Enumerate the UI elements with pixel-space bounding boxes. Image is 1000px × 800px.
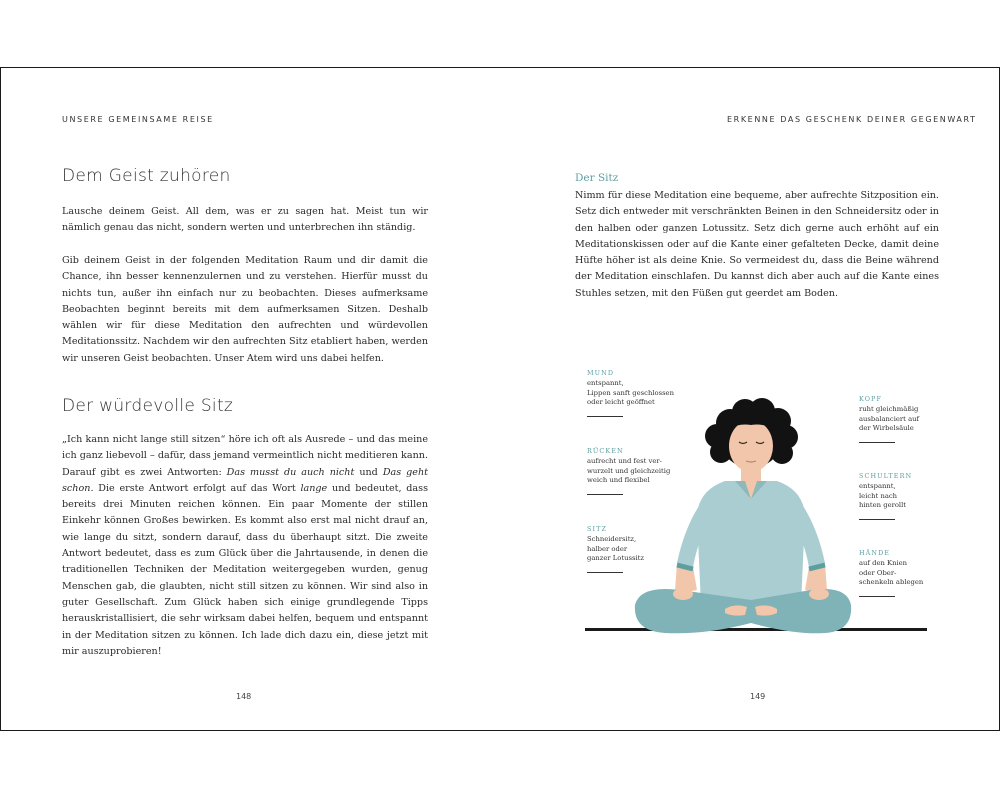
label-sitz	[587, 525, 644, 573]
label-rule	[859, 596, 895, 597]
label-ruecken-text: aufrecht und fest ver- wurzelt und gleichzeitig weich und flexibel	[587, 457, 671, 485]
paragraph-3-part: und	[354, 466, 383, 478]
page-number-left: 148	[236, 692, 252, 701]
label-rule	[587, 494, 623, 495]
page-number-right: 149	[750, 692, 766, 701]
running-head-right: ERKENNE DAS GESCHENK DEINER GEGENWART	[727, 115, 977, 124]
paragraph-3-italic: Das geht schon	[62, 466, 428, 494]
paragraph-2: Gib deinem Geist in der folgenden Meditation Raum und dir damit die Chance, ihn besser kennenzulernen und zu verstehen. Hierfür musst du nichts tun, außer ihn einfach nur zu beobachten. Dieses aufmerksame Beobachten beginnt bereits mit dem aufmerksamen Sitzen. Deshalb wählen wir für diese Meditation den aufrechten und würdevollen Meditationssitz. Nachdem wir den aufrechten Sitz etabliert haben, werden wir unseren Geist beobachten. Unser Atem wird uns dabei helfen.	[62, 255, 428, 364]
paragraph-3-italic: lange	[300, 482, 328, 494]
label-mund-text: entspannt, Lippen sanft geschlossen oder leicht geöffnet	[587, 379, 674, 407]
label-ruecken-title: RÜCKEN	[587, 447, 624, 455]
label-rule	[859, 442, 895, 443]
label-kopf-text: ruht gleichmäßig ausbalanciert auf der Wirbelsäule	[859, 405, 920, 433]
label-haende-text: auf den Knien oder Ober- schenkeln ablegen	[859, 559, 924, 587]
label-sitz-text: Schneidersitz, halber oder ganzer Lotussitz	[587, 535, 644, 563]
paragraph-3-part: „Ich kann nicht lange still sitzen“ höre ich oft als Ausrede – und das meine ich ganz liebevoll – dafür, dass jemand vermeintlich nicht meditieren kann. Darauf gibt es zwei Antworten:	[62, 434, 428, 478]
floor-line	[585, 628, 927, 631]
shirt-torso	[697, 481, 805, 605]
paragraph-3-part: und bedeutet, dass bereits drei Minuten reichen können. Ein paar Momente der stillen Einkehr können Großes bewirken. Es kommt also erst mal nicht drauf an, wie lange du sitzt, sondern darauf, dass du überhaupt sitzt. Die zweite Antwort bedeutet, dass es zum Glück über die Jahrtausende, in denen die traditionellen Techniken der Meditation weitergegeben wurden, genug Menschen gab, die glaubten, nicht still sitzen zu können. Wir sind also in guter Gesellschaft. Zum Glück haben sich einige grundlegende Tipps herauskristallisiert, die sehr wirksam dabei helfen, bequem und entspannt in der Meditation sitzen zu können. Ich lade dich dazu ein, diese jetzt mit mir auszuprobieren!	[62, 482, 428, 657]
label-haende-title: HÄNDE	[859, 549, 891, 557]
heading-der-wuerdevolle-sitz: Der würdevolle Sitz	[62, 396, 234, 416]
label-kopf	[859, 395, 919, 443]
label-sitz-title: SITZ	[587, 525, 608, 533]
label-rule	[587, 572, 623, 573]
label-rule	[587, 416, 623, 417]
paragraph-3-part: . Die erste Antwort erfolgt auf das Wort	[90, 482, 301, 494]
paragraph-der-sitz: Nimm für diese Meditation eine bequeme, aber aufrechte Sitzposition ein. Setz dich entweder mit verschränkten Beinen in den Schneidersitz oder in den halben oder ganzen Lotussitz. Setz dich gerne auch erhöht auf ein Meditationskissen oder auf die Kante einer gefalteten Decke, damit deine Hüfte höher ist als deine Knie. So vermeidest du, dass die Beine während der Meditation einschlafen. Du kannst dich aber auch auf die Kante eines Stuhles setzen, mit den Füßen gut geerdet am Boden.	[575, 190, 939, 299]
heading-dem-geist-zuhoeren: Dem Geist zuhören	[62, 166, 231, 186]
paragraph-3-italic: Das musst du auch nicht	[226, 466, 355, 478]
label-haende	[859, 549, 923, 597]
subheading-der-sitz: Der Sitz	[575, 172, 619, 184]
hand-left	[673, 588, 693, 600]
label-mund	[587, 369, 674, 417]
hand-right	[809, 588, 829, 600]
face-shape	[729, 420, 773, 472]
label-kopf-title: KOPF	[859, 395, 882, 403]
paragraph-3	[62, 432, 428, 660]
running-head-left: UNSERE GEMEINSAME REISE	[62, 115, 214, 124]
label-schultern-text: entspannt, leicht nach hinten gerollt	[859, 482, 907, 510]
label-ruecken	[587, 447, 670, 495]
paragraph-1: Lausche deinem Geist. All dem, was er zu sagen hat. Meist tun wir nämlich genau das nicht, sondern werten und unterbrechen ihn ständig.	[62, 206, 428, 234]
label-rule	[859, 519, 895, 520]
label-schultern-title: SCHULTERN	[859, 472, 913, 480]
label-mund-title: MUND	[587, 369, 615, 377]
label-schultern	[859, 472, 912, 520]
